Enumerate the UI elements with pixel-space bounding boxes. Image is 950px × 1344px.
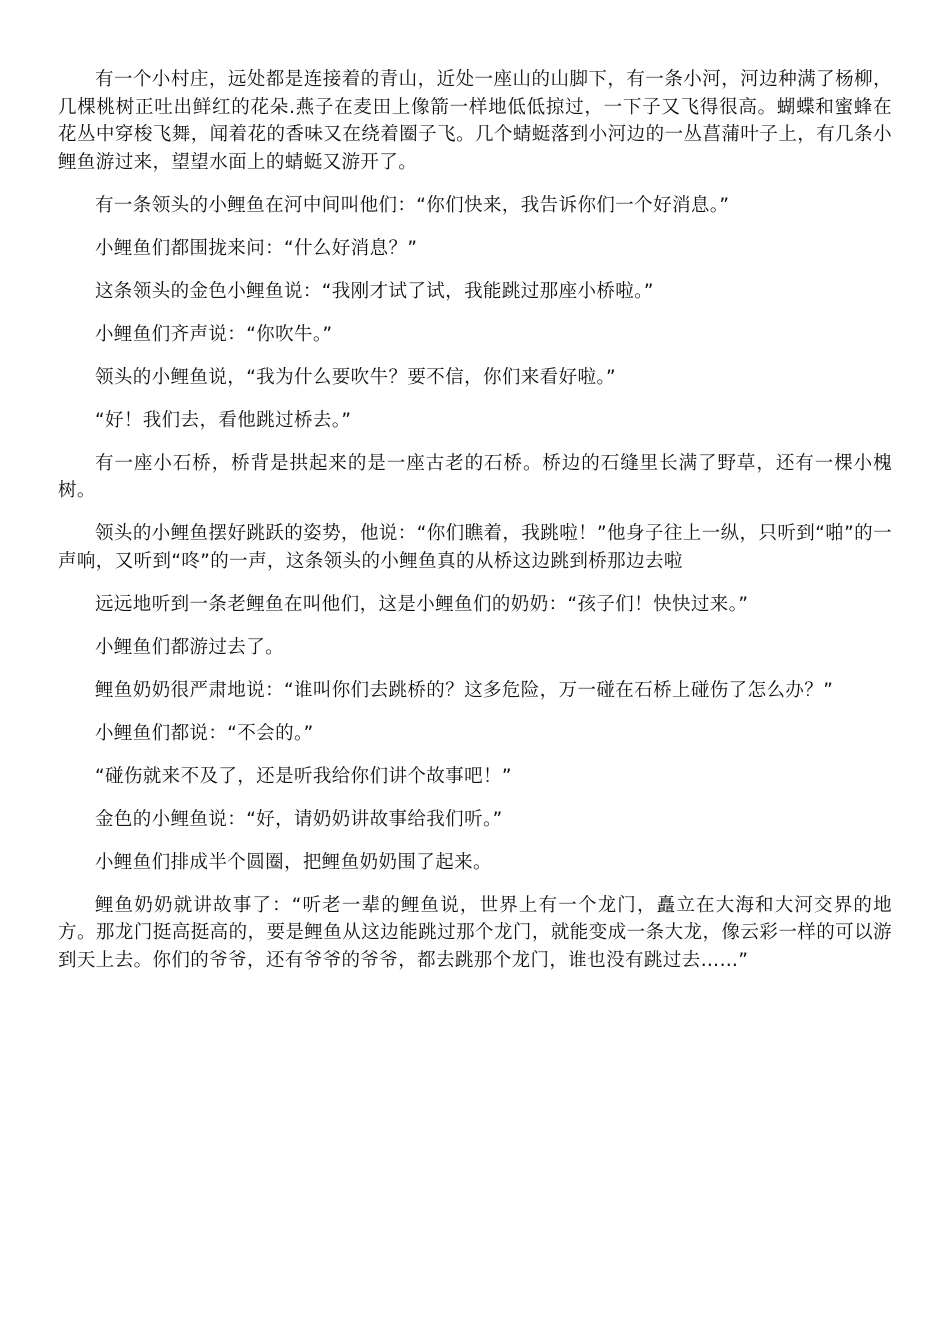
paragraph-6: 领头的小鲤鱼说，“我为什么要吹牛？要不信，你们来看好啦。”: [95, 366, 617, 388]
paragraph-2: 有一条领头的小鲤鱼在河中间叫他们：“你们快来，我告诉你们一个好消息。”: [95, 194, 730, 216]
paragraph-8: 有一座小石桥，桥背是拱起来的是一座古老的石桥。桥边的石缝里长满了野草，还有一棵小槐树。: [58, 452, 892, 501]
paragraph-17: 鲤鱼奶奶就讲故事了：“听老一辈的鲤鱼说，世界上有一个龙门，矗立在大海和大河交界的地方。那龙门挺高挺高的，要是鲤鱼从这边能跳过那个龙门，就能变成一条大龙，像云彩一样的可以游到天上去。你们的爷爷，还有爷爷的爷爷，都去跳那个龙门，谁也没有跳过去……”: [58, 894, 892, 971]
paragraph-7: “好！我们去，看他跳过桥去。”: [95, 409, 352, 431]
paragraph-15: 金色的小鲤鱼说：“好，请奶奶讲故事给我们听。”: [95, 808, 503, 830]
paragraph-9: 领头的小鲤鱼摆好跳跃的姿势，他说：“你们瞧着，我跳啦！”他身子往上一纵，只听到“啪”的一声响，又听到“咚”的一声，这条领头的小鲤鱼真的从桥这边跳到桥那边去啦: [58, 523, 892, 572]
paragraph-10: 远远地听到一条老鲤鱼在叫他们，这是小鲤鱼们的奶奶：“孩子们！快快过来。”: [95, 593, 749, 615]
paragraph-14: “碰伤就来不及了，还是听我给你们讲个故事吧！”: [95, 765, 512, 787]
paragraph-3: 小鲤鱼们都围拢来问：“什么好消息？”: [95, 237, 418, 259]
paragraph-11: 小鲤鱼们都游过去了。: [95, 636, 285, 658]
paragraph-5: 小鲤鱼们齐声说：“你吹牛。”: [95, 323, 333, 345]
paragraph-4: 这条领头的金色小鲤鱼说：“我刚才试了试，我能跳过那座小桥啦。”: [95, 280, 654, 302]
paragraph-13: 小鲤鱼们都说：“不会的。”: [95, 722, 314, 744]
paragraph-1: 有一个小村庄，远处都是连接着的青山，近处一座山的山脚下，有一条小河，河边种满了杨柳，几棵桃树正吐出鲜红的花朵.燕子在麦田上像箭一样地低低掠过，一下子又飞得很高。蝴蝶和蜜蜂在花丛中穿梭飞舞，闻着花的香味又在绕着圈子飞。几个蜻蜓落到小河边的一丛菖蒲叶子上，有几条小鲤鱼游过来，望望水面上的蜻蜓又游开了。: [58, 69, 892, 173]
paragraph-12: 鲤鱼奶奶很严肃地说：“谁叫你们去跳桥的？这多危险，万一碰在石桥上碰伤了怎么办？”: [95, 679, 834, 701]
document-page: [58, 66, 892, 990]
paragraph-16: 小鲤鱼们排成半个圆圈，把鲤鱼奶奶围了起来。: [95, 851, 492, 873]
